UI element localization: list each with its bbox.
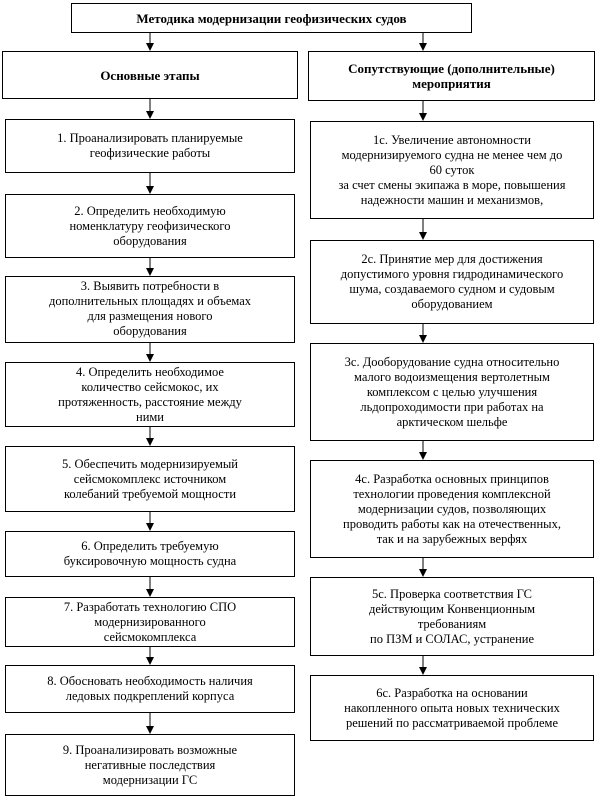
side-measures-header: Сопутствующие (дополнительные) мероприятия xyxy=(308,51,595,101)
main-stages-header: Основные этапы xyxy=(2,51,298,99)
side-measure-1: 1с. Увеличение автономности модернизируемого судна не менее чем до 60 суток за счет смены экипажа в море, повышения надежности машин и механизмов, xyxy=(310,121,594,219)
main-step-7: 7. Разработать технологию СПО модернизированного сейсмокомплекса xyxy=(5,597,295,647)
main-step-5: 5. Обеспечить модернизируемый сейсмокомплекс источником колебаний требуемой мощности xyxy=(5,446,295,512)
diagram-title: Методика модернизации геофизических судов xyxy=(71,3,472,33)
side-measure-6: 6с. Разработка на основании накопленного опыта новых технических решений по рассматриваемой проблеме xyxy=(310,675,594,741)
side-measure-2: 2с. Принятие мер для достижения допустимого уровня гидродинамического шума, создаваемого судном и судовым оборудованием xyxy=(310,240,594,324)
main-step-1: 1. Проанализировать планируемые геофизические работы xyxy=(5,119,295,173)
side-measure-4: 4с. Разработка основных принципов технологии проведения комплексной модернизации судов, позволяющих проводить работы как на отечественных, так и на зарубежных верфях xyxy=(310,460,594,558)
main-step-2: 2. Определить необходимую номенклатуру геофизического оборудования xyxy=(5,194,295,258)
main-step-9: 9. Проанализировать возможные негативные последствия модернизации ГС xyxy=(5,734,295,796)
main-step-8: 8. Обосновать необходимость наличия ледовых подкреплений корпуса xyxy=(5,665,295,713)
main-step-6: 6. Определить требуемую буксировочную мощность судна xyxy=(5,531,295,577)
main-step-4: 4. Определить необходимое количество сейсмокос, их протяженность, расстояние между ними xyxy=(5,362,295,427)
main-step-3: 3. Выявить потребности в дополнительных площадях и объемах для размещения нового оборудования xyxy=(5,276,295,343)
side-measure-5: 5с. Проверка соответствия ГС действующим Конвенционным требованиям по ПЗМ и СОЛАС, устранение xyxy=(310,577,594,656)
side-measure-3: 3с. Дооборудование судна относительно малого водоизмещения вертолетным комплексом с целью улучшения льдопроходимости при работах на арктическом шельфе xyxy=(310,343,594,441)
